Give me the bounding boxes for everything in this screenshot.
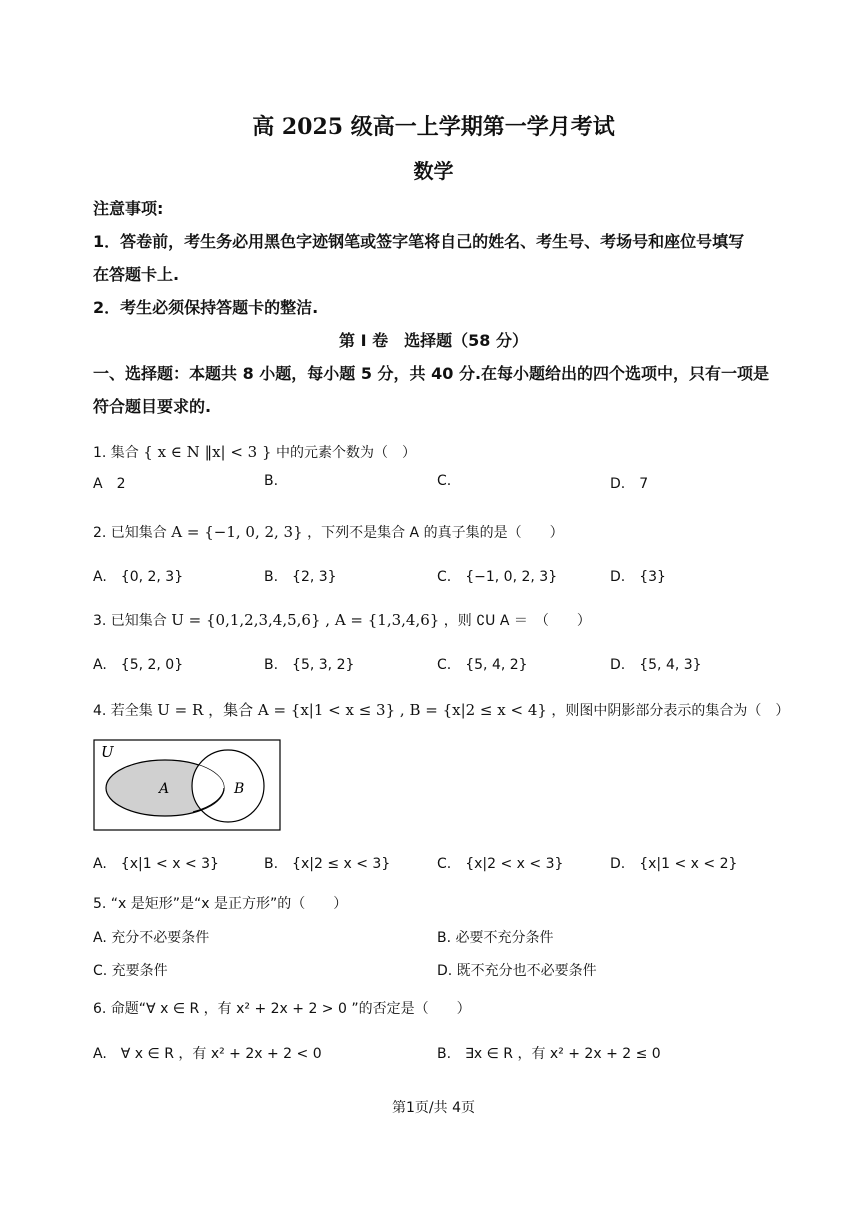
- q1-option-d[interactable]: D. 7: [610, 476, 649, 492]
- q2-option-b[interactable]: B. {2, 3}: [264, 569, 337, 585]
- question-3-suffix: ，则 ∁U A ＝ （ ）: [443, 613, 591, 629]
- set-b-label: B: [234, 781, 245, 797]
- set-a-label: A: [159, 781, 170, 797]
- q6-option-a[interactable]: A. ∀ x ∈ R ，有 x² + 2x + 2 < 0: [93, 1046, 322, 1062]
- question-4-suffix: ，则图中阴影部分表示的集合为（ ）: [551, 703, 790, 719]
- question-2-prefix: 2. 已知集合: [93, 525, 167, 541]
- q3-option-a[interactable]: A. {5, 2, 0}: [93, 657, 184, 673]
- q2-option-d[interactable]: D. {3}: [610, 569, 666, 585]
- q4-option-d[interactable]: D. {x|1 < x < 2}: [610, 856, 738, 872]
- q3-option-b[interactable]: B. {5, 3, 2}: [264, 657, 355, 673]
- notice-item-2: 2．考生必须保持答题卡的整洁.: [93, 298, 319, 317]
- question-5: 5. “x 是矩形”是“x 是正方形”的（ ）: [93, 896, 348, 912]
- q5-option-d[interactable]: D. 既不充分也不必要条件: [437, 963, 597, 979]
- q4-option-a[interactable]: A. {x|1 < x < 3}: [93, 856, 219, 872]
- notice-item-1: 1．答卷前，考生务必用黑色字迹钢笔或签字笔将自己的姓名、考生号、考场号和座位号填写: [93, 232, 745, 251]
- question-1-math: { x ∈ N ‖x| < 3 }: [143, 443, 272, 461]
- question-3-prefix: 3. 已知集合: [93, 613, 167, 629]
- subject-title: 数学: [413, 159, 454, 183]
- question-1: [93, 442, 416, 462]
- q5-option-b[interactable]: B. 必要不充分条件: [437, 930, 554, 946]
- q5-option-c[interactable]: C. 充要条件: [93, 963, 168, 979]
- question-2: [93, 522, 564, 542]
- q2-option-a[interactable]: A. {0, 2, 3}: [93, 569, 184, 585]
- page-number: 第1页/共 4页: [392, 1100, 475, 1116]
- q1-option-c[interactable]: C.: [437, 473, 452, 489]
- question-1-prefix: 1. 集合: [93, 445, 139, 461]
- q4-option-c[interactable]: C. {x|2 < x < 3}: [437, 856, 564, 872]
- page-title: 高 2025 级高一上学期第一学月考试: [252, 114, 615, 140]
- q5-option-a[interactable]: A. 充分不必要条件: [93, 930, 210, 946]
- question-3-math: U = {0,1,2,3,4,5,6} , A = {1,3,4,6}: [171, 611, 440, 629]
- notice-item-1-cont: 在答题卡上.: [93, 265, 180, 284]
- section-instructions-cont: 符合题目要求的.: [93, 397, 212, 416]
- question-3: [93, 610, 591, 630]
- question-4-math: U = R ，集合 A = {x|1 < x ≤ 3} , B = {x|2 ≤ x < 4}: [157, 701, 547, 719]
- question-4: [93, 699, 789, 720]
- question-4-prefix: 4. 若全集: [93, 703, 153, 719]
- question-2-suffix: ，下列不是集合 A 的真子集的是（ ）: [307, 525, 564, 541]
- q1-option-a[interactable]: A 2: [93, 476, 126, 492]
- q4-option-b[interactable]: B. {x|2 ≤ x < 3}: [264, 856, 391, 872]
- universe-label: U: [101, 743, 114, 761]
- section-title: 第 I 卷 选择题（58 分）: [339, 331, 528, 350]
- q3-option-c[interactable]: C. {5, 4, 2}: [437, 657, 528, 673]
- q3-option-d[interactable]: D. {5, 4, 3}: [610, 657, 702, 673]
- notice-heading: 注意事项:: [93, 199, 164, 218]
- venn-diagram: [93, 739, 283, 832]
- q6-option-b[interactable]: B. ∃x ∈ R ，有 x² + 2x + 2 ≤ 0: [437, 1046, 661, 1062]
- section-instructions: 一、选择题：本题共 8 小题，每小题 5 分，共 40 分.在每小题给出的四个选项中，只有一项是: [93, 364, 770, 383]
- q1-option-b[interactable]: B.: [264, 473, 279, 489]
- q2-option-c[interactable]: C. {−1, 0, 2, 3}: [437, 569, 558, 585]
- question-1-suffix: 中的元素个数为（ ）: [276, 445, 416, 461]
- question-6: 6. 命题“∀ x ∈ R ，有 x² + 2x + 2 > 0 ”的否定是（ ）: [93, 1001, 471, 1017]
- question-2-math: A = {−1, 0, 2, 3}: [171, 523, 303, 541]
